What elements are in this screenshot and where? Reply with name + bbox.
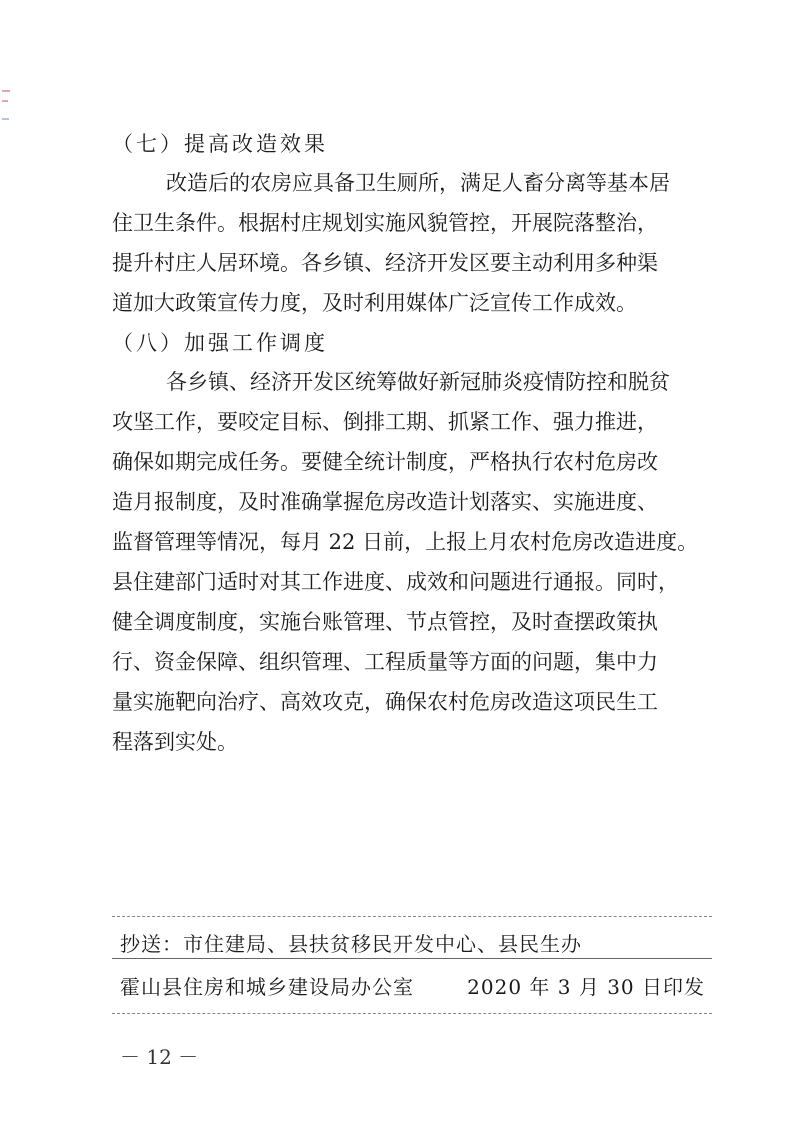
issued-date: 2020 年 3 月 30 日印发: [467, 975, 705, 999]
section7-paragraph: [112, 163, 712, 323]
paragraph-line: 提升村庄人居环境。各乡镇、经济开发区要主动利用多种渠: [112, 251, 658, 275]
section7-heading: （七）提高改造效果: [112, 132, 328, 156]
issuer-office: 霍山县住房和城乡建设局办公室: [120, 975, 414, 999]
paragraph-line: 行、资金保障、组织管理、工程质量等方面的问题，集中力: [112, 650, 658, 674]
paragraph-line: 监督管理等情况，每月 22 日前，上报上月农村危房改造进度。: [112, 530, 699, 554]
section8-heading: （八）加强工作调度: [112, 331, 328, 355]
paragraph-line: 住卫生条件。根据村庄规划实施风貌管控，开展院落整治，: [112, 211, 658, 235]
page-number: － 12 －: [120, 1045, 199, 1069]
paragraph-line: 县住建部门适时对其工作进度、成效和问题进行通报。同时，: [112, 570, 679, 594]
paragraph-line: 改造后的农房应具备卫生厕所，满足人畜分离等基本居: [166, 171, 670, 195]
section8-paragraph: [112, 362, 712, 762]
footer-top-rule: [112, 916, 712, 917]
scan-edge-mark: [2, 118, 9, 120]
cc-line: 抄送：市住建局、县扶贫移民开发中心、县民生办: [120, 932, 582, 956]
paragraph-line: 各乡镇、经济开发区统筹做好新冠肺炎疫情防控和脱贫: [166, 370, 670, 394]
paragraph-line: 确保如期完成任务。要健全统计制度，严格执行农村危房改: [112, 450, 658, 474]
paragraph-line: 攻坚工作，要咬定目标、倒排工期、抓紧工作、强力推进，: [112, 410, 658, 434]
paragraph-line: 健全调度制度，实施台账管理、节点管控，及时查摆政策执: [112, 610, 658, 634]
paragraph-line: 量实施靶向治疗、高效攻克，确保农村危房改造这项民生工: [112, 690, 658, 714]
paragraph-line: 程落到实处。: [112, 730, 238, 754]
paragraph-line: 造月报制度，及时准确掌握危房改造计划落实、实施进度、: [112, 490, 658, 514]
footer-bottom-rule: [112, 1013, 712, 1014]
scan-edge-mark: [2, 90, 10, 92]
footer-middle-rule: [112, 958, 712, 959]
scan-edge-mark: [2, 100, 8, 102]
paragraph-line: 道加大政策宣传力度，及时利用媒体广泛宣传工作成效。: [112, 291, 637, 315]
